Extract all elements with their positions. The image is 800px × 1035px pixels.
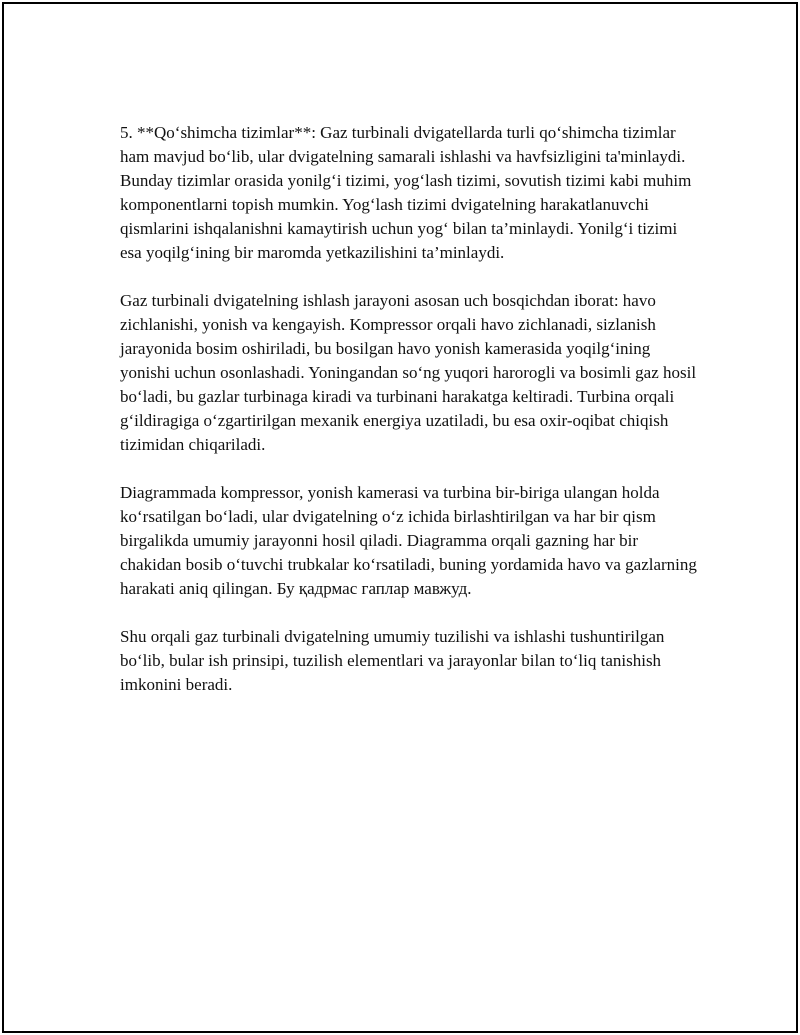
paragraph-conclusion: Shu orqali gaz turbinali dvigatelning umumiy tuzilishi va ishlashi tushuntirilgan bo‘lib, bular ish prinsipi, tuzilish elementlari va jarayonlar bilan to‘liq tanishish imkonini beradi.: [120, 627, 665, 694]
paragraph-diagram-description: Diagrammada kompressor, yonish kamerasi va turbina bir-biriga ulangan holda ko‘rsatilgan bo‘ladi, ular dvigatelning o‘z ichida birlashtirilgan va har bir qism birgalikda umumiy jarayonni hosil qiladi. Diagramma orqali gazning har bir chakidan bosib o‘tuvchi trubkalar ko‘rsatiladi, buning yordamida havo va gazlarning harakati aniq qilingan. Бу қадрмас гаплар мавжуд.: [120, 483, 697, 598]
paragraph-additional-systems: 5. **Qo‘shimcha tizimlar**: Gaz turbinali dvigatellarda turli qo‘shimcha tizimlar ham mavjud bo‘lib, ular dvigatelning samarali ishlashi va havfsizligini ta'minlaydi. Bunday tizimlar orasida yonilg‘i tizimi, yog‘lash tizimi, sovutish tizimi kabi muhim komponentlarni topish mumkin. Yog‘lash tizimi dvigatelning harakatlanuvchi qismlarini ishqalanishni kamaytirish uchun yog‘ bilan ta’minlaydi. Yonilg‘i tizimi esa yoqilg‘ining bir maromda yetkazilishini ta’minlaydi.: [120, 123, 692, 262]
document-body: [120, 121, 700, 721]
page-frame: [2, 2, 798, 1033]
paragraph-working-process: Gaz turbinali dvigatelning ishlash jarayoni asosan uch bosqichdan iborat: havo zichlanishi, yonish va kengayish. Kompressor orqali havo zichlanadi, sizlanish jarayonida bosim oshiriladi, bu bosilgan havo yonish kamerasida yoqilg‘ining yonishi uchun osonlashadi. Yoningandan so‘ng yuqori harorogli va bosimli gaz hosil bo‘ladi, bu gazlar turbinaga kiradi va turbinani harakatga keltiradi. Turbina orqali g‘ildiragiga o‘zgartirilgan mexanik energiya uzatiladi, bu esa oxir-oqibat chiqish tizimidan chiqariladi.: [120, 291, 697, 454]
